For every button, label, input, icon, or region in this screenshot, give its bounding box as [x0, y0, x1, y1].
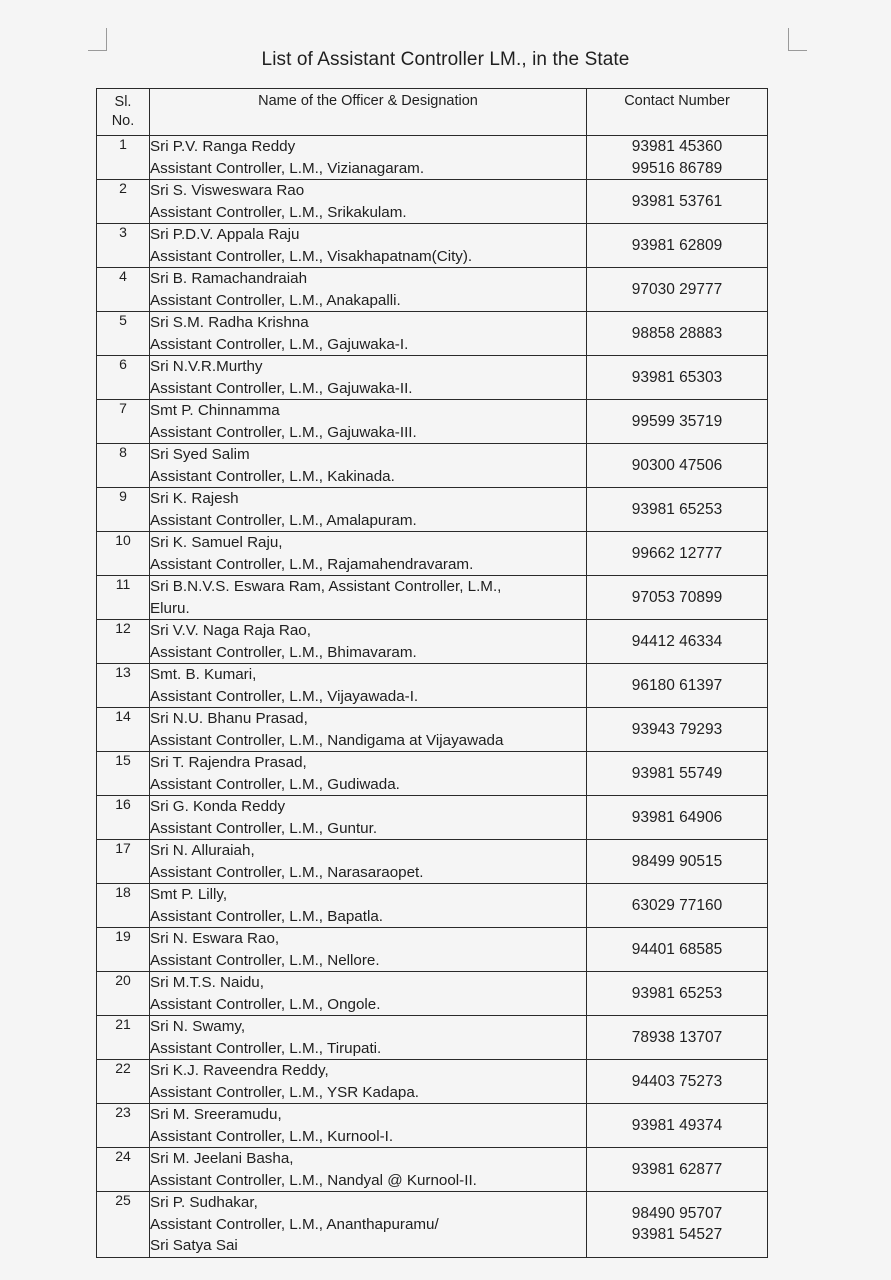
table-row — [97, 224, 768, 268]
officer-designation: Assistant Controller, L.M., Vizianagaram. — [150, 159, 425, 177]
serial-number: 4 — [97, 268, 150, 312]
table-row — [97, 884, 768, 928]
contact-cell — [587, 708, 768, 752]
officer-name: Smt P. Lilly, — [150, 886, 228, 903]
officer-cell — [150, 400, 587, 444]
officer-name: Smt P. Chinnamma — [150, 402, 280, 419]
contact-number: 93981 64906 — [631, 808, 723, 826]
officer-designation: Assistant Controller, L.M., Nellore. — [150, 951, 380, 969]
table-row — [97, 356, 768, 400]
officer-name: Sri K.J. Raveendra Reddy, — [150, 1062, 329, 1079]
officers-table-body — [97, 136, 768, 1258]
officer-designation: Assistant Controller, L.M., Gajuwaka-III. — [150, 423, 417, 441]
officer-designation: Assistant Controller, L.M., Visakhapatnam(City). — [150, 247, 473, 265]
contact-cell — [587, 136, 768, 180]
officer-name: Sri P.V. Ranga Reddy — [150, 138, 296, 155]
contact-number: 93981 53761 — [631, 192, 723, 210]
contact-cell — [587, 444, 768, 488]
contact-cell — [587, 356, 768, 400]
officer-designation: Assistant Controller, L.M., Bapatla. — [150, 907, 383, 925]
officer-name: Sri Syed Salim — [150, 446, 250, 463]
officer-name: Sri B.N.V.S. Eswara Ram, Assistant Controller, L.M., — [150, 578, 502, 595]
officer-designation: Assistant Controller, L.M., Tirupati. — [150, 1039, 382, 1057]
officer-name: Sri S. Visweswara Rao — [150, 182, 305, 199]
officer-designation: Assistant Controller, L.M., Narasaraopet. — [150, 863, 424, 881]
officer-cell — [150, 840, 587, 884]
officer-name: Sri M. Sreeramudu, — [150, 1106, 282, 1123]
table-row — [97, 1016, 768, 1060]
table-row — [97, 840, 768, 884]
officer-designation: Assistant Controller, L.M., Kakinada. — [150, 467, 395, 485]
officer-cell — [150, 972, 587, 1016]
officer-name: Sri N. Eswara Rao, — [150, 930, 280, 947]
contact-cell — [587, 620, 768, 664]
officer-name: Sri K. Rajesh — [150, 490, 239, 507]
contact-cell — [587, 312, 768, 356]
serial-number: 25 — [97, 1192, 150, 1258]
serial-number: 20 — [97, 972, 150, 1016]
contact-cell — [587, 1104, 768, 1148]
contact-cell — [587, 752, 768, 796]
officer-name: Sri S.M. Radha Krishna — [150, 314, 309, 331]
table-row — [97, 180, 768, 224]
table-header-row — [97, 89, 768, 136]
officer-name: Sri V.V. Naga Raja Rao, — [150, 622, 311, 639]
table-row — [97, 1148, 768, 1192]
officer-name: Sri B. Ramachandraiah — [150, 270, 308, 287]
officer-cell — [150, 1192, 587, 1258]
table-row — [97, 532, 768, 576]
officer-designation: Assistant Controller, L.M., Nandyal @ Kurnool-II. — [150, 1171, 477, 1189]
contact-number: 93981 45360 — [631, 138, 723, 155]
table-row — [97, 488, 768, 532]
officer-designation: Assistant Controller, L.M., Nandigama at Vijayawada — [150, 731, 504, 749]
officer-cell — [150, 1148, 587, 1192]
officer-designation: Assistant Controller, L.M., Vijayawada-I. — [150, 687, 419, 705]
table-row — [97, 312, 768, 356]
contact-cell — [587, 796, 768, 840]
officer-name: Sri N.V.R.Murthy — [150, 358, 263, 375]
table-row — [97, 708, 768, 752]
serial-number: 5 — [97, 312, 150, 356]
contact-number: 99662 12777 — [631, 544, 723, 562]
officer-designation: Assistant Controller, L.M., YSR Kadapa. — [150, 1083, 420, 1101]
contact-cell — [587, 972, 768, 1016]
officer-designation: Assistant Controller, L.M., Gajuwaka-I. — [150, 335, 409, 353]
contact-number: 93981 62809 — [631, 236, 723, 254]
officer-cell — [150, 576, 587, 620]
contact-number: 93981 54527 — [631, 1226, 723, 1244]
contact-number: 99599 35719 — [631, 412, 723, 430]
contact-number: 97053 70899 — [631, 588, 723, 606]
sl-header-line1: Sl. — [114, 94, 132, 110]
officer-name: Sri G. Konda Reddy — [150, 798, 286, 815]
officer-cell — [150, 1016, 587, 1060]
serial-number: 6 — [97, 356, 150, 400]
serial-number: 2 — [97, 180, 150, 224]
officer-cell — [150, 488, 587, 532]
serial-number: 13 — [97, 664, 150, 708]
table-row — [97, 1104, 768, 1148]
table-row — [97, 972, 768, 1016]
serial-number: 9 — [97, 488, 150, 532]
officer-name: Sri K. Samuel Raju, — [150, 534, 283, 551]
officer-name: Smt. B. Kumari, — [150, 666, 257, 683]
officer-cell — [150, 664, 587, 708]
table-row — [97, 268, 768, 312]
officer-designation: Assistant Controller, L.M., Amalapuram. — [150, 511, 417, 529]
contact-number: 94412 46334 — [631, 632, 723, 650]
officer-designation: Assistant Controller, L.M., Anakapalli. — [150, 291, 401, 309]
officer-name: Sri P.D.V. Appala Raju — [150, 226, 300, 243]
contact-number: 90300 47506 — [631, 456, 723, 474]
crop-mark-top-right — [788, 28, 807, 51]
table-row — [97, 400, 768, 444]
column-header-name: Name of the Officer & Designation — [150, 89, 587, 136]
officer-cell — [150, 752, 587, 796]
officer-cell — [150, 1060, 587, 1104]
officer-cell — [150, 796, 587, 840]
officer-cell — [150, 356, 587, 400]
officer-designation: Assistant Controller, L.M., Ananthapuramu/ — [150, 1215, 439, 1233]
serial-number: 18 — [97, 884, 150, 928]
contact-cell — [587, 1016, 768, 1060]
contact-cell — [587, 180, 768, 224]
serial-number: 22 — [97, 1060, 150, 1104]
serial-number: 8 — [97, 444, 150, 488]
table-row — [97, 1060, 768, 1104]
column-header-contact: Contact Number — [587, 89, 768, 136]
contact-cell — [587, 488, 768, 532]
officer-cell — [150, 1104, 587, 1148]
table-row — [97, 796, 768, 840]
contact-cell — [587, 268, 768, 312]
table-row — [97, 664, 768, 708]
serial-number: 15 — [97, 752, 150, 796]
serial-number: 23 — [97, 1104, 150, 1148]
contact-cell — [587, 884, 768, 928]
contact-number: 93981 62877 — [631, 1160, 723, 1178]
officer-cell — [150, 620, 587, 664]
table-row — [97, 620, 768, 664]
serial-number: 16 — [97, 796, 150, 840]
serial-number: 10 — [97, 532, 150, 576]
contact-number: 93981 65253 — [631, 500, 723, 518]
contact-number: 93943 79293 — [631, 720, 723, 738]
contact-number: 97030 29777 — [631, 280, 723, 298]
contact-cell — [587, 576, 768, 620]
contact-number: 99516 86789 — [631, 159, 723, 177]
contact-number: 93981 55749 — [631, 764, 723, 782]
contact-number: 93981 65253 — [631, 984, 723, 1002]
serial-number: 1 — [97, 136, 150, 180]
contact-cell — [587, 928, 768, 972]
serial-number: 3 — [97, 224, 150, 268]
officer-designation: Assistant Controller, L.M., Gudiwada. — [150, 775, 400, 793]
officer-name: Sri N. Alluraiah, — [150, 842, 255, 859]
officer-cell — [150, 268, 587, 312]
contact-cell — [587, 1148, 768, 1192]
officer-name: Sri P. Sudhakar, — [150, 1194, 258, 1211]
contact-number: 63029 77160 — [631, 896, 723, 914]
table-row — [97, 444, 768, 488]
officer-cell — [150, 884, 587, 928]
contact-number: 93981 49374 — [631, 1116, 723, 1134]
serial-number: 14 — [97, 708, 150, 752]
officer-designation: Assistant Controller, L.M., Srikakulam. — [150, 203, 407, 221]
contact-cell — [587, 1060, 768, 1104]
officer-cell — [150, 180, 587, 224]
table-row — [97, 928, 768, 972]
officer-designation: Assistant Controller, L.M., Guntur. — [150, 819, 378, 837]
crop-mark-top-left — [88, 28, 107, 51]
serial-number: 19 — [97, 928, 150, 972]
officer-cell — [150, 532, 587, 576]
officer-name: Sri M. Jeelani Basha, — [150, 1150, 294, 1167]
contact-number: 94401 68585 — [631, 940, 723, 958]
contact-number: 93981 65303 — [631, 368, 723, 386]
officer-designation: Assistant Controller, L.M., Bhimavaram. — [150, 643, 417, 661]
officer-cell — [150, 224, 587, 268]
sl-header-line2: No. — [111, 113, 135, 129]
serial-number: 17 — [97, 840, 150, 884]
officer-name: Sri N.U. Bhanu Prasad, — [150, 710, 308, 727]
contact-number: 94403 75273 — [631, 1072, 723, 1090]
contact-cell — [587, 664, 768, 708]
officer-name: Sri M.T.S. Naidu, — [150, 974, 264, 991]
officer-cell — [150, 708, 587, 752]
contact-cell — [587, 840, 768, 884]
table-row — [97, 1192, 768, 1258]
table-row — [97, 752, 768, 796]
officer-cell — [150, 444, 587, 488]
column-header-sl-no — [97, 89, 150, 136]
contact-number: 98490 95707 — [631, 1204, 723, 1222]
contact-cell — [587, 224, 768, 268]
officer-cell — [150, 136, 587, 180]
officer-cell — [150, 312, 587, 356]
table-row — [97, 136, 768, 180]
contact-number: 96180 61397 — [631, 676, 723, 694]
serial-number: 21 — [97, 1016, 150, 1060]
serial-number: 7 — [97, 400, 150, 444]
contact-cell — [587, 400, 768, 444]
officer-designation: Eluru. — [150, 599, 190, 617]
officer-designation: Assistant Controller, L.M., Gajuwaka-II. — [150, 379, 413, 397]
contact-cell — [587, 1192, 768, 1258]
contact-number: 78938 13707 — [631, 1028, 723, 1046]
contact-cell — [587, 532, 768, 576]
contact-number: 98499 90515 — [631, 852, 723, 870]
page-title: List of Assistant Controller LM., in the State — [261, 49, 630, 70]
serial-number: 12 — [97, 620, 150, 664]
officer-designation: Assistant Controller, L.M., Kurnool-I. — [150, 1127, 394, 1145]
serial-number: 24 — [97, 1148, 150, 1192]
table-row — [97, 576, 768, 620]
officer-name: Sri N. Swamy, — [150, 1018, 246, 1035]
officers-table — [96, 88, 768, 1258]
officer-name: Sri T. Rajendra Prasad, — [150, 754, 307, 771]
officer-designation: Assistant Controller, L.M., Ongole. — [150, 995, 381, 1013]
officer-cell — [150, 928, 587, 972]
serial-number: 11 — [97, 576, 150, 620]
officer-designation: Assistant Controller, L.M., Rajamahendravaram. — [150, 555, 474, 573]
officer-designation-continued: Sri Satya Sai — [150, 1237, 238, 1254]
contact-number: 98858 28883 — [631, 324, 723, 342]
